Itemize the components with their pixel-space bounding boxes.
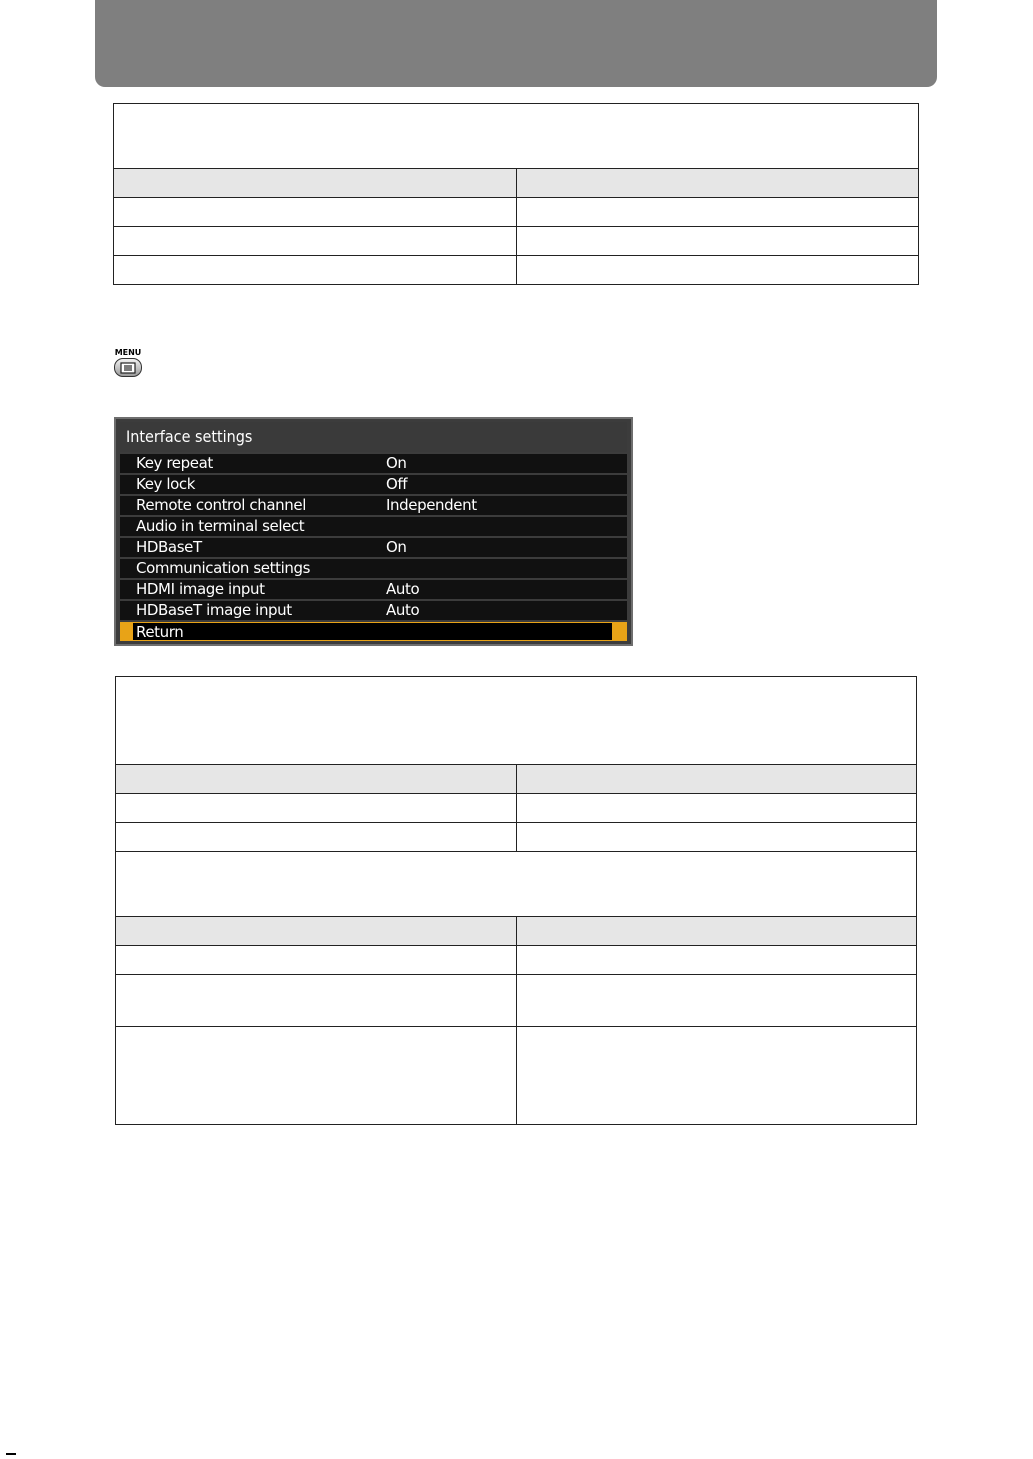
menu-button-caption: MENU [114,348,142,357]
table-row [116,794,917,823]
osd-item-label: HDBaseT image input [136,601,292,619]
chapter-header-bar [95,0,937,87]
osd-item-return[interactable] [120,622,627,641]
osd-item-remote-control-channel[interactable] [120,496,627,515]
osd-item-label: Communication settings [136,559,311,577]
osd-title: Interface settings [120,422,627,452]
osd-item-value: On [386,538,407,556]
osd-item-hdmi-image-input[interactable] [120,580,627,599]
osd-item-value: Auto [386,580,420,598]
table-row [114,198,919,227]
osd-item-label: Return [136,623,184,641]
osd-item-value: Independent [386,496,477,514]
osd-item-key-repeat[interactable] [120,454,627,473]
interface-settings-osd [114,417,633,646]
menu-icon [114,358,142,377]
table-row [114,256,919,285]
osd-item-hdbaset-image-input[interactable] [120,601,627,620]
osd-item-value: Off [386,475,408,493]
osd-selection-highlight [133,623,612,640]
osd-item-communication-settings[interactable] [120,559,627,578]
osd-item-label: HDBaseT [136,538,202,556]
table-row [116,1027,917,1125]
table-header-row [114,169,919,198]
menu-button[interactable] [112,348,144,380]
spec-table-bottom [115,676,917,1125]
table-row [116,823,917,852]
osd-item-label: Key repeat [136,454,213,472]
table-header-row [116,917,917,946]
osd-item-label: HDMI image input [136,580,265,598]
table-row [114,227,919,256]
spec-table-top [113,103,919,285]
table-row [116,946,917,975]
osd-item-label: Audio in terminal select [136,517,305,535]
osd-item-hdbaset[interactable] [120,538,627,557]
table-description-row [116,852,917,917]
osd-item-value: On [386,454,407,472]
osd-item-value: Auto [386,601,420,619]
table-header-row [116,765,917,794]
page-mark [6,1453,16,1455]
osd-item-label: Key lock [136,475,196,493]
table-row [116,975,917,1027]
table-description-row [116,677,917,765]
osd-item-label: Remote control channel [136,496,306,514]
table-description-row [114,104,919,169]
osd-item-key-lock[interactable] [120,475,627,494]
osd-item-audio-in-terminal-select[interactable] [120,517,627,536]
